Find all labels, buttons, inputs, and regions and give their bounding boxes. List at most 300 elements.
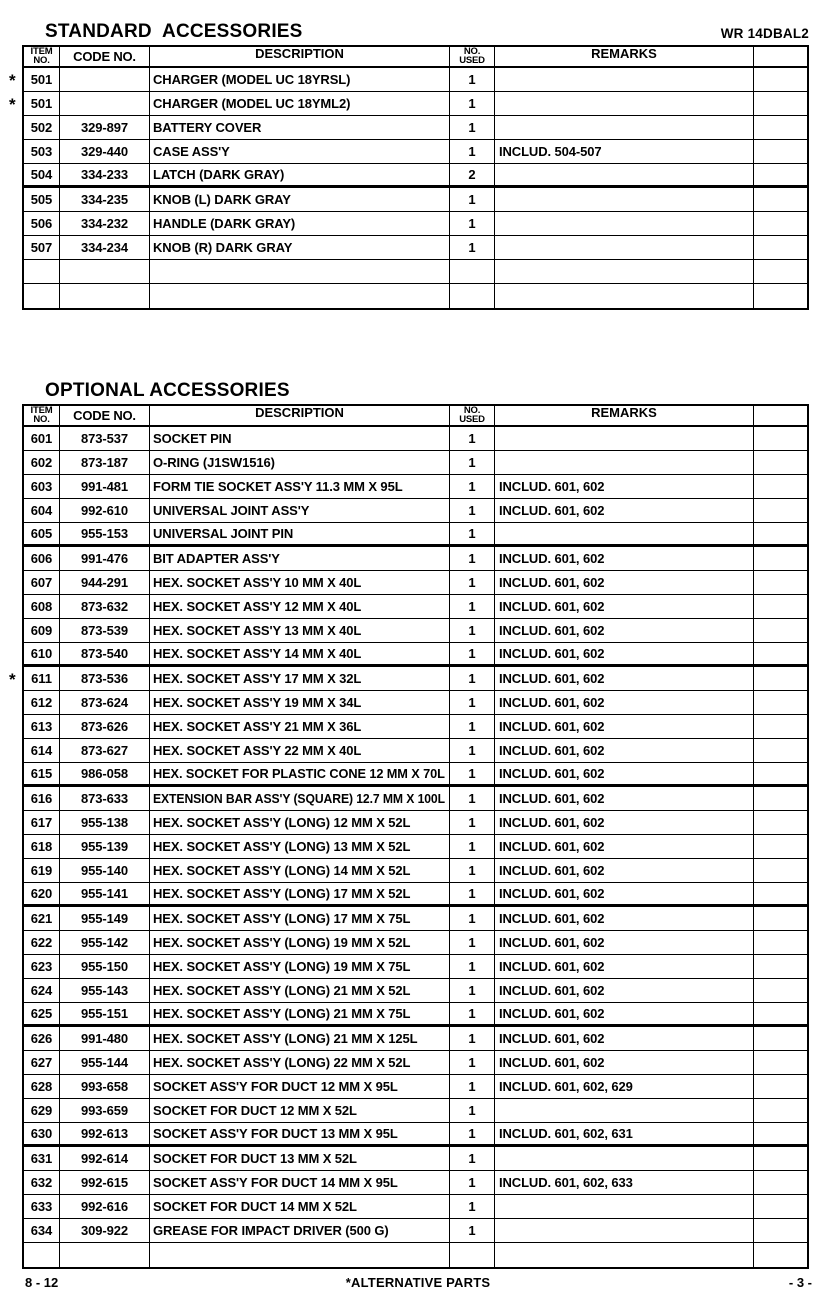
item-no-cell-text: 614 — [30, 743, 53, 758]
spare-cell — [754, 835, 807, 858]
item-no-cell — [24, 1123, 60, 1144]
no-used-cell — [450, 1003, 495, 1024]
code-no-cell — [60, 523, 150, 544]
code-no-cell-text: 986-058 — [80, 766, 128, 781]
remarks-cell — [495, 955, 754, 978]
item-no-cell — [24, 523, 60, 544]
code-no-cell — [60, 236, 150, 259]
no-used-cell — [450, 667, 495, 690]
code-no-cell-text: 992-610 — [80, 503, 128, 518]
item-no-cell-text: 501 — [30, 72, 53, 87]
spare-cell — [754, 1243, 807, 1267]
item-no-cell — [24, 643, 60, 664]
item-no-cell-text: 616 — [30, 791, 53, 806]
code-no-cell — [60, 691, 150, 714]
table-row — [24, 835, 807, 859]
item-no-cell-text: 605 — [30, 526, 53, 541]
code-no-cell-text: 955-144 — [80, 1055, 128, 1070]
no-used-cell — [450, 571, 495, 594]
item-no-cell-text: 618 — [30, 839, 53, 854]
code-no-header-label: CODE NO. — [73, 49, 136, 64]
no-used-cell-text: 1 — [468, 623, 476, 638]
no-used-cell — [450, 427, 495, 450]
item-no-cell — [24, 595, 60, 618]
description-cell — [150, 859, 450, 882]
no-used-cell — [450, 164, 495, 185]
spare-cell — [754, 595, 807, 618]
code-no-cell-text: 992-613 — [80, 1126, 128, 1141]
remarks-cell — [495, 1003, 754, 1024]
description-cell — [150, 260, 450, 283]
table-row — [24, 811, 807, 835]
model-label: WR 14DBAL2 — [720, 26, 809, 41]
remarks-cell — [495, 571, 754, 594]
description-cell-text: CHARGER (MODEL UC 18YML2) — [153, 96, 351, 111]
table-row — [24, 595, 807, 619]
description-cell — [150, 883, 450, 904]
remarks-cell-text: INCLUD. 601, 602 — [499, 551, 605, 566]
remarks-cell — [495, 427, 754, 450]
description-cell-text: EXTENSION BAR ASS'Y (SQUARE) 12.7 MM X 100L — [153, 791, 445, 806]
spare-cell — [754, 164, 807, 185]
item-no-cell-text: 615 — [30, 766, 53, 781]
description-cell-text: BIT ADAPTER ASS'Y — [153, 551, 280, 566]
code-no-cell — [60, 116, 150, 139]
code-no-cell-text: 873-537 — [80, 431, 128, 446]
code-no-cell-text: 955-149 — [80, 911, 128, 926]
description-cell — [150, 1051, 450, 1074]
description-cell — [150, 284, 450, 308]
description-cell — [150, 1003, 450, 1024]
item-no-cell — [24, 1027, 60, 1050]
standard-accessories-table — [9, 45, 809, 310]
table-row — [24, 523, 807, 547]
code-no-cell-text: 955-153 — [80, 526, 128, 541]
no-used-cell-text: 1 — [468, 1175, 476, 1190]
remarks-cell — [495, 883, 754, 904]
no-used-cell-text: 1 — [468, 551, 476, 566]
description-cell — [150, 643, 450, 664]
description-cell-text: SOCKET FOR DUCT 13 MM X 52L — [153, 1151, 357, 1166]
code-no-cell — [60, 811, 150, 834]
item-no-cell — [24, 475, 60, 498]
remarks-cell — [495, 164, 754, 185]
item-no-cell — [24, 1171, 60, 1194]
spare-cell — [754, 1051, 807, 1074]
remarks-cell — [495, 691, 754, 714]
no-used-cell — [450, 835, 495, 858]
item-no-cell — [24, 260, 60, 283]
remarks-cell-text: INCLUD. 601, 602 — [499, 719, 605, 734]
description-cell-text: HEX. SOCKET ASS'Y 10 MM X 40L — [153, 575, 362, 590]
description-cell-text: HEX. SOCKET ASS'Y (LONG) 12 MM X 52L — [153, 815, 411, 830]
item-no-cell — [24, 619, 60, 642]
remarks-cell-text: INCLUD. 601, 602 — [499, 623, 605, 638]
code-no-cell — [60, 907, 150, 930]
item-no-cell-text: 607 — [30, 575, 53, 590]
no-used-cell — [450, 595, 495, 618]
no-used-cell — [450, 811, 495, 834]
code-no-cell — [60, 787, 150, 810]
item-no-cell — [24, 787, 60, 810]
table-row — [24, 164, 807, 188]
footer-alternative-parts-note: *ALTERNATIVE PARTS — [345, 1275, 491, 1290]
no-used-cell — [450, 931, 495, 954]
remarks-cell — [495, 1147, 754, 1170]
description-cell — [150, 739, 450, 762]
alternative-part-asterisk: * — [9, 670, 16, 689]
item-no-header-line1: ITEM — [30, 406, 53, 416]
code-no-cell — [60, 188, 150, 211]
spare-cell — [754, 475, 807, 498]
item-no-cell — [24, 164, 60, 185]
remarks-cell — [495, 1243, 754, 1267]
spare-cell — [754, 1219, 807, 1242]
code-no-cell — [60, 883, 150, 904]
remarks-cell-text: INCLUD. 601, 602, 629 — [499, 1079, 633, 1094]
item-no-cell-text: 626 — [30, 1031, 53, 1046]
remarks-cell — [495, 931, 754, 954]
description-cell-text: FORM TIE SOCKET ASS'Y 11.3 MM X 95L — [153, 479, 403, 494]
remarks-cell — [495, 739, 754, 762]
no-used-cell-text: 1 — [468, 959, 476, 974]
description-cell — [150, 1123, 450, 1144]
table-row — [24, 475, 807, 499]
no-used-cell-text: 1 — [468, 695, 476, 710]
code-no-cell-text: 873-632 — [80, 599, 128, 614]
description-cell — [150, 68, 450, 91]
code-no-header — [60, 47, 150, 66]
code-no-header — [60, 406, 150, 425]
table-row — [24, 643, 807, 667]
code-no-cell-text: 873-540 — [80, 646, 128, 661]
code-no-cell-text: 993-659 — [80, 1103, 128, 1118]
description-cell-text: HEX. SOCKET FOR PLASTIC CONE 12 MM X 70L — [153, 766, 445, 781]
code-no-cell — [60, 1147, 150, 1170]
spare-cell — [754, 667, 807, 690]
description-cell-text: HEX. SOCKET ASS'Y 19 MM X 34L — [153, 695, 362, 710]
code-no-cell-text: 334-235 — [80, 192, 128, 207]
description-cell — [150, 475, 450, 498]
remarks-cell-text: INCLUD. 601, 602 — [499, 911, 605, 926]
remarks-cell — [495, 475, 754, 498]
spare-cell — [754, 979, 807, 1002]
remarks-cell — [495, 260, 754, 283]
no-used-header-line2: USED — [459, 413, 485, 425]
table-row — [9, 667, 807, 691]
remarks-cell — [495, 619, 754, 642]
no-used-header-line1: NO. — [463, 406, 481, 416]
table-row — [24, 763, 807, 787]
remarks-cell — [495, 787, 754, 810]
item-no-header — [24, 406, 60, 425]
item-no-cell — [24, 907, 60, 930]
description-cell — [150, 1243, 450, 1267]
remarks-cell — [495, 1219, 754, 1242]
description-cell-text: HEX. SOCKET ASS'Y 13 MM X 40L — [153, 623, 362, 638]
remarks-cell-text: INCLUD. 601, 602, 631 — [499, 1126, 633, 1141]
no-used-cell-text: 1 — [468, 791, 476, 806]
item-no-cell-text: 621 — [30, 911, 53, 926]
no-used-cell — [450, 1171, 495, 1194]
table-row — [24, 427, 807, 451]
no-used-cell-text: 1 — [468, 863, 476, 878]
table-row — [24, 739, 807, 763]
spare-cell — [754, 284, 807, 308]
item-no-cell-text: 629 — [30, 1103, 53, 1118]
remarks-cell — [495, 667, 754, 690]
no-used-cell — [450, 116, 495, 139]
table-row — [24, 1099, 807, 1123]
remarks-cell — [495, 523, 754, 544]
description-cell-text: KNOB (L) DARK GRAY — [153, 192, 291, 207]
remarks-cell — [495, 1075, 754, 1098]
spare-cell — [754, 955, 807, 978]
description-cell-text: HEX. SOCKET ASS'Y (LONG) 13 MM X 52L — [153, 839, 411, 854]
code-no-cell — [60, 931, 150, 954]
code-no-cell-text: 991-481 — [80, 479, 128, 494]
remarks-cell — [495, 859, 754, 882]
no-used-cell-text: 1 — [468, 1223, 476, 1238]
description-cell — [150, 571, 450, 594]
item-no-cell-text: 628 — [30, 1079, 53, 1094]
description-cell — [150, 1147, 450, 1170]
description-cell-text: HANDLE (DARK GRAY) — [153, 216, 296, 231]
item-no-cell — [24, 68, 60, 91]
no-used-cell — [450, 499, 495, 522]
item-no-cell — [24, 859, 60, 882]
spare-cell — [754, 140, 807, 163]
no-used-cell-text: 1 — [468, 911, 476, 926]
no-used-cell — [450, 523, 495, 544]
remarks-cell — [495, 763, 754, 784]
no-used-cell — [450, 739, 495, 762]
description-cell — [150, 835, 450, 858]
item-no-cell — [24, 140, 60, 163]
description-cell — [150, 212, 450, 235]
no-used-cell-text: 1 — [468, 1199, 476, 1214]
no-used-cell — [450, 1219, 495, 1242]
item-no-cell-text: 504 — [30, 167, 53, 182]
no-used-cell — [450, 691, 495, 714]
item-no-cell-text: 602 — [30, 455, 53, 470]
item-no-cell-text: 619 — [30, 863, 53, 878]
item-no-cell-text: 630 — [30, 1126, 53, 1141]
table-row — [24, 1219, 807, 1243]
spare-column-header — [754, 406, 807, 425]
description-header-label: DESCRIPTION — [255, 406, 344, 420]
item-no-cell-text: 604 — [30, 503, 53, 518]
no-used-cell-text: 1 — [468, 599, 476, 614]
table-row — [24, 931, 807, 955]
description-cell — [150, 451, 450, 474]
no-used-cell — [450, 979, 495, 1002]
remarks-cell-text: INCLUD. 601, 602 — [499, 671, 605, 686]
code-no-cell-text: 993-658 — [80, 1079, 128, 1094]
spare-cell — [754, 92, 807, 115]
spare-cell — [754, 1123, 807, 1144]
item-no-cell — [24, 499, 60, 522]
remarks-cell-text: INCLUD. 601, 602 — [499, 575, 605, 590]
description-cell — [150, 1027, 450, 1050]
description-cell-text: O-RING (J1SW1516) — [153, 455, 275, 470]
item-no-cell — [24, 1003, 60, 1024]
description-cell — [150, 140, 450, 163]
remarks-cell-text: INCLUD. 601, 602, 633 — [499, 1175, 633, 1190]
no-used-cell — [450, 787, 495, 810]
code-no-cell — [60, 643, 150, 664]
table-row — [24, 715, 807, 739]
table-row — [9, 92, 807, 116]
no-used-cell-text: 1 — [468, 886, 476, 901]
spare-cell — [754, 1099, 807, 1122]
item-no-cell-text: 603 — [30, 479, 53, 494]
description-cell — [150, 1099, 450, 1122]
spare-cell — [754, 1003, 807, 1024]
table-row — [24, 547, 807, 571]
no-used-cell-text: 1 — [468, 1151, 476, 1166]
optional-accessories-title: OPTIONAL ACCESSORIES — [45, 380, 290, 401]
remarks-cell-text: INCLUD. 601, 602 — [499, 1055, 605, 1070]
description-cell-text: UNIVERSAL JOINT ASS'Y — [153, 503, 310, 518]
no-used-cell-text: 1 — [468, 839, 476, 854]
item-no-cell — [24, 1051, 60, 1074]
remarks-cell — [495, 1171, 754, 1194]
description-cell — [150, 1171, 450, 1194]
no-used-cell — [450, 547, 495, 570]
remarks-cell-text: INCLUD. 601, 602 — [499, 959, 605, 974]
spare-cell — [754, 739, 807, 762]
no-used-cell — [450, 140, 495, 163]
table-row — [24, 236, 807, 260]
no-used-cell-text: 1 — [468, 766, 476, 781]
code-no-cell-text: 873-539 — [80, 623, 128, 638]
no-used-cell-text: 1 — [468, 935, 476, 950]
description-cell-text: SOCKET ASS'Y FOR DUCT 13 MM X 95L — [153, 1126, 398, 1141]
description-cell-text: SOCKET FOR DUCT 12 MM X 52L — [153, 1103, 357, 1118]
description-cell-text: SOCKET PIN — [153, 431, 232, 446]
no-used-cell — [450, 1195, 495, 1218]
table-row — [24, 883, 807, 907]
description-cell-text: HEX. SOCKET ASS'Y 21 MM X 36L — [153, 719, 362, 734]
no-used-cell — [450, 260, 495, 283]
item-no-cell — [24, 547, 60, 570]
no-used-cell-text: 1 — [468, 575, 476, 590]
item-no-header — [24, 47, 60, 66]
description-cell-text: GREASE FOR IMPACT DRIVER (500 G) — [153, 1223, 389, 1238]
item-no-cell-text: 634 — [30, 1223, 53, 1238]
code-no-cell-text: 991-476 — [80, 551, 128, 566]
code-no-cell — [60, 1027, 150, 1050]
remarks-cell-text: INCLUD. 601, 602 — [499, 791, 605, 806]
code-no-cell — [60, 427, 150, 450]
description-cell — [150, 92, 450, 115]
description-cell — [150, 955, 450, 978]
remarks-cell-text: INCLUD. 601, 602 — [499, 646, 605, 661]
no-used-cell — [450, 1147, 495, 1170]
remarks-cell — [495, 92, 754, 115]
table-header-row — [24, 47, 807, 68]
item-no-cell-text: 606 — [30, 551, 53, 566]
item-no-cell — [24, 739, 60, 762]
table-row — [24, 140, 807, 164]
spare-cell — [754, 1171, 807, 1194]
no-used-cell — [450, 1075, 495, 1098]
no-used-cell — [450, 763, 495, 784]
code-no-cell — [60, 595, 150, 618]
remarks-cell — [495, 643, 754, 664]
description-header — [150, 47, 450, 66]
remarks-cell-text: INCLUD. 601, 602 — [499, 815, 605, 830]
remarks-cell-text: INCLUD. 601, 602 — [499, 983, 605, 998]
remarks-cell-text: INCLUD. 601, 602 — [499, 766, 605, 781]
description-cell-text: HEX. SOCKET ASS'Y 22 MM X 40L — [153, 743, 362, 758]
spare-cell — [754, 763, 807, 784]
table-row — [24, 116, 807, 140]
code-no-cell-text: 334-234 — [80, 240, 128, 255]
no-used-cell-text: 1 — [468, 1126, 476, 1141]
no-used-cell-text: 1 — [468, 1031, 476, 1046]
alternative-part-asterisk: * — [9, 95, 16, 114]
spare-cell — [754, 427, 807, 450]
item-no-cell-text: 625 — [30, 1006, 53, 1021]
no-used-cell-text: 1 — [468, 1006, 476, 1021]
remarks-cell — [495, 116, 754, 139]
code-no-cell — [60, 619, 150, 642]
description-cell — [150, 907, 450, 930]
no-used-cell-text: 1 — [468, 455, 476, 470]
item-no-header-line2: NO. — [33, 54, 50, 66]
remarks-header-label: REMARKS — [591, 47, 657, 61]
description-cell — [150, 427, 450, 450]
no-used-cell — [450, 1123, 495, 1144]
spare-cell — [754, 236, 807, 259]
description-cell-text: LATCH (DARK GRAY) — [153, 167, 285, 182]
spare-cell — [754, 68, 807, 91]
code-no-cell — [60, 1243, 150, 1267]
code-no-cell-text: 955-141 — [80, 886, 128, 901]
item-no-cell-text: 627 — [30, 1055, 53, 1070]
item-no-cell-text: 507 — [30, 240, 53, 255]
description-cell-text: BATTERY COVER — [153, 120, 262, 135]
code-no-cell — [60, 92, 150, 115]
remarks-cell — [495, 835, 754, 858]
code-no-cell — [60, 763, 150, 784]
table-row — [24, 859, 807, 883]
no-used-cell-text: 1 — [468, 1079, 476, 1094]
item-no-cell-text: 501 — [30, 96, 53, 111]
item-no-cell — [24, 979, 60, 1002]
spare-cell — [754, 188, 807, 211]
spare-cell — [754, 451, 807, 474]
spare-cell — [754, 547, 807, 570]
no-used-cell-text: 1 — [468, 216, 476, 231]
no-used-cell-text: 1 — [468, 120, 476, 135]
description-cell — [150, 1195, 450, 1218]
optional-accessories-table — [9, 404, 809, 1269]
no-used-cell — [450, 643, 495, 664]
no-used-cell — [450, 1027, 495, 1050]
item-no-cell-text: 612 — [30, 695, 53, 710]
code-no-cell-text: 955-143 — [80, 983, 128, 998]
spare-cell — [754, 116, 807, 139]
remarks-cell — [495, 1195, 754, 1218]
code-no-cell — [60, 1219, 150, 1242]
item-no-cell — [24, 1099, 60, 1122]
code-no-cell-text: 873-626 — [80, 719, 128, 734]
remarks-cell — [495, 451, 754, 474]
spare-cell — [754, 260, 807, 283]
